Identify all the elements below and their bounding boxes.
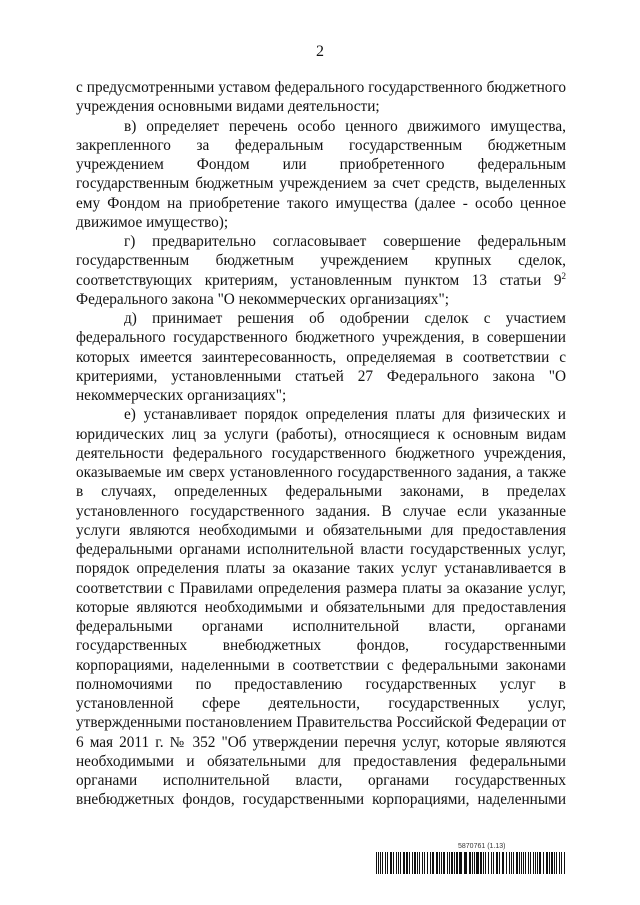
paragraph-g (76, 232, 566, 309)
barcode-bar (427, 852, 428, 874)
barcode-bar (419, 852, 420, 874)
barcode-bar (554, 852, 555, 874)
barcode-bar (549, 852, 550, 874)
barcode-bar (454, 852, 455, 874)
barcode-bar (456, 852, 458, 874)
barcode-bar (378, 852, 379, 874)
barcode-bar (380, 852, 381, 874)
barcode-bar (543, 852, 544, 874)
barcode-bar (459, 852, 462, 874)
barcode-bar (409, 852, 410, 874)
barcode-bar (382, 852, 383, 874)
barcode-bar (398, 852, 399, 874)
barcode-bar (396, 852, 397, 874)
barcode-bar (422, 852, 423, 874)
barcode-bar (432, 852, 434, 874)
barcode-bar (564, 852, 565, 874)
barcode-bar (506, 852, 507, 874)
barcode-bar (493, 852, 494, 874)
barcode-bar (400, 852, 401, 874)
barcode-bar (441, 852, 442, 874)
barcode-bar (464, 852, 467, 874)
barcode-bar (390, 852, 392, 874)
barcode-bar (559, 852, 560, 874)
barcode-bar (561, 852, 562, 874)
superscript-article-number: 2 (561, 270, 566, 281)
barcode-bar (443, 852, 445, 874)
barcode-bar (424, 852, 425, 874)
barcode-bar (556, 852, 557, 874)
barcode-bar (476, 852, 479, 874)
barcode-bar (539, 852, 541, 874)
barcode-bar (537, 852, 538, 874)
barcode-bar (530, 852, 531, 874)
barcode-bar (513, 852, 514, 874)
barcode-bar (417, 852, 418, 874)
barcode-bar (412, 852, 413, 874)
barcode-bar (451, 852, 453, 874)
barcode-bar (551, 852, 553, 874)
barcode-bar (535, 852, 536, 874)
barcode-bar (509, 852, 510, 874)
barcode-bar (406, 852, 408, 874)
barcode-bar (502, 852, 504, 874)
barcode-bar (533, 852, 534, 874)
barcode-bar (385, 852, 386, 874)
paragraph-g-text-end: Федерального закона "О некоммерческих организациях"; (76, 290, 449, 308)
barcode-bar (439, 852, 440, 874)
barcode-bar (511, 852, 512, 874)
barcode-bar (499, 852, 500, 874)
document-code: 5870761 (1.13) (458, 843, 506, 850)
paragraph-g-text: г) предварительно согласовывает совершение федеральным государственным бюджетным учреждением крупных сделок, соответствующих критериям, установленным пунктом 13 статьи 9 (76, 233, 566, 289)
paragraph-intro: с предусмотренными уставом федерального государственного бюджетного учреждения основными видами деятельности; (76, 79, 566, 116)
barcode-bar (546, 852, 548, 874)
page-number: 2 (316, 43, 324, 60)
barcode-image (376, 852, 566, 874)
barcode-bar (447, 852, 448, 874)
barcode-bar (525, 852, 526, 874)
barcode-bar (480, 852, 482, 874)
barcode-bar (449, 852, 450, 874)
barcode-bar (403, 852, 405, 874)
barcode-bar (469, 852, 471, 874)
barcode-bar (430, 852, 431, 874)
barcode-bar (387, 852, 388, 874)
paragraph-v: в) определяет перечень особо ценного движимого имущества, закрепленного за федеральным государственным бюджетным учреждением Фондом или приобретенного федеральным государственным бюджетным учреждением за счет средств, выделенных ему Фондом на приобретение такого имущества (далее - особо ценное движимое имущество); (76, 117, 566, 231)
barcode-bar (496, 852, 498, 874)
paragraph-e: е) устанавливает порядок определения платы для физических и юридических лиц за услуги (работы), относящиеся к основным видам деятельности федерального государственного бюджетного учреждения, оказываемые им сверх установленного государственного задания, а также в случаях, определенных федеральными законами, в пределах установленного государственного задания. В случае если указанные услуги являются необходимыми и обязательными для предоставления федеральными органами исполнительной власти государственных услуг, порядок определения платы за оказание таких услуг устанавливается в соответствии с Правилами определения размера платы за оказание услуг, которые являются необходимыми и обязательными для предоставления федеральными органами исполнительной власти, органами государственных внебюджетных фондов, государственными корпорациями, наделенными в соответствии с федеральными законами полномочиями по предоставлению государственных услуг в установленной сфере деятельности, государственных услуг, утвержденными постановлением Правительства Российской Федерации от 6 мая 2011 г. № 352 "Об утверждении перечня услуг, которые являются необходимыми и обязательными для предоставления федеральными органами исполнительной власти, органами государственных внебюджетных фондов, государственными корпорациями, наделенными (76, 406, 566, 809)
barcode-bar (521, 852, 522, 874)
paragraph-d: д) принимает решения об одобрении сделок с участием федерального государственного бюджетного учреждения, в совершении которых имеется заинтересованность, определяемая в соответствии с критериями, установленными статьей 27 Федерального закона "О некоммерческих организациях"; (76, 310, 566, 404)
barcode-bar (516, 852, 518, 874)
barcode-bar (519, 852, 520, 874)
barcode-bar (488, 852, 489, 874)
barcode-bar (436, 852, 438, 874)
document-body (76, 78, 566, 810)
barcode-bar (485, 852, 486, 874)
barcode-bar (483, 852, 484, 874)
barcode-bar (528, 852, 529, 874)
barcode-bar (376, 852, 377, 874)
barcode-bar (472, 852, 473, 874)
barcode-bar (474, 852, 475, 874)
barcode-bar (393, 852, 394, 874)
barcode-bar (523, 852, 524, 874)
barcode-bar (491, 852, 492, 874)
barcode-bar (414, 852, 416, 874)
